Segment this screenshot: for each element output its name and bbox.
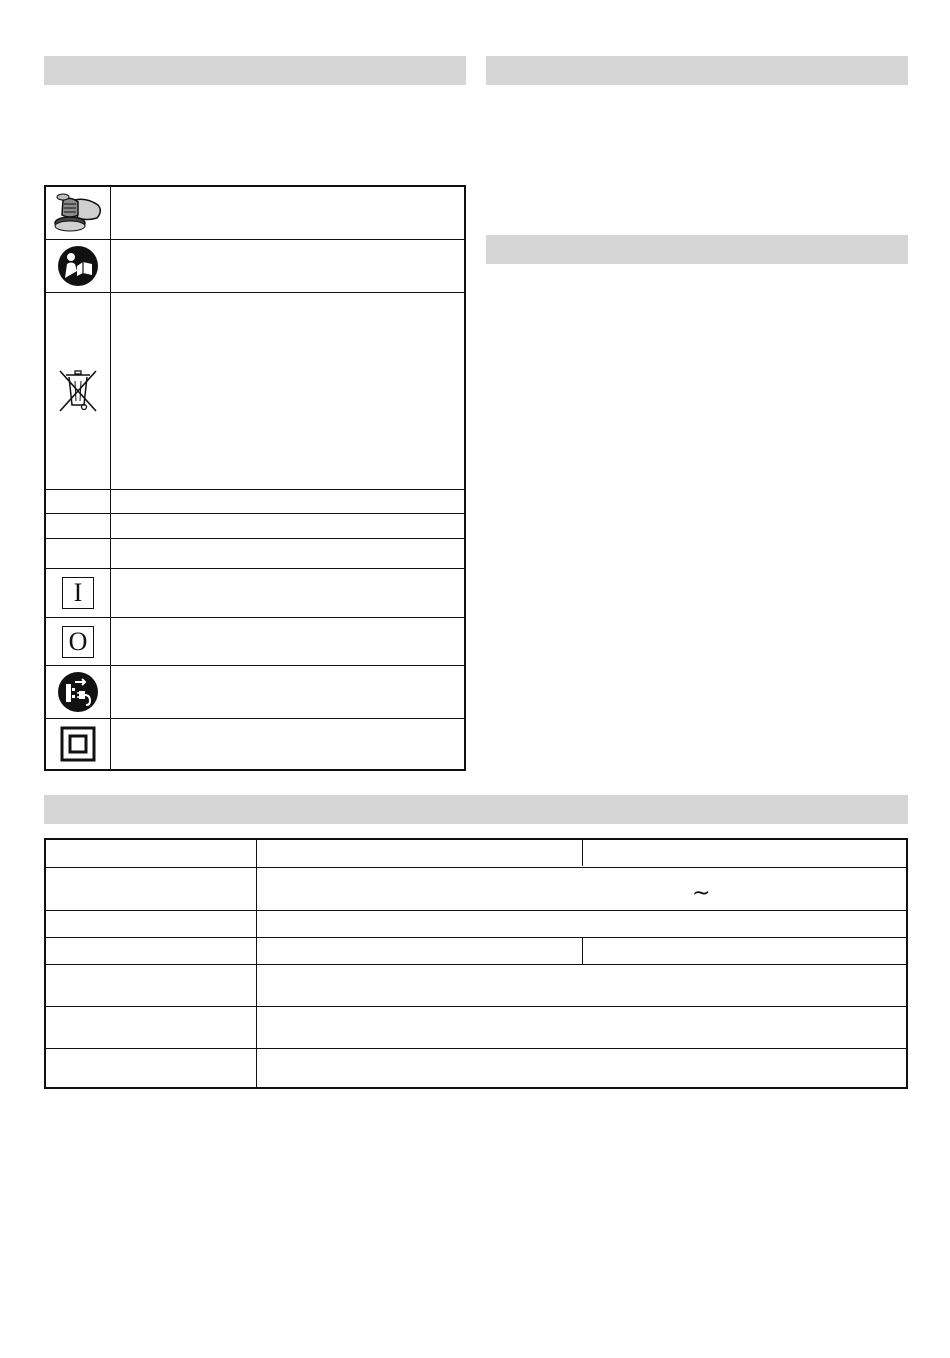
table-row bbox=[46, 1006, 906, 1048]
symbol-row bbox=[46, 665, 464, 718]
table-row bbox=[46, 840, 906, 867]
symbol-cell bbox=[46, 539, 110, 568]
switch-off-icon: O bbox=[62, 626, 94, 658]
unplug-icon bbox=[46, 666, 110, 718]
crossed-bin-icon bbox=[46, 293, 110, 489]
symbol-row bbox=[46, 538, 464, 568]
double-insulation-icon bbox=[46, 719, 110, 769]
section-heading-technical bbox=[44, 795, 908, 824]
section-heading-left-top bbox=[44, 56, 466, 85]
symbol-row bbox=[46, 718, 464, 769]
table-row bbox=[46, 1048, 906, 1087]
table-row bbox=[46, 964, 906, 1006]
switch-on-icon: I bbox=[62, 577, 94, 609]
symbol-cell bbox=[46, 490, 110, 513]
technical-data-table bbox=[44, 838, 908, 1089]
section-heading-right-top bbox=[486, 56, 908, 85]
symbol-row bbox=[46, 187, 464, 239]
symbol-row bbox=[46, 513, 464, 538]
symbol-row bbox=[46, 617, 464, 665]
symbol-row bbox=[46, 489, 464, 513]
table-row bbox=[46, 910, 906, 937]
read-manual-icon bbox=[46, 240, 110, 292]
alternating-current-symbol: ~ bbox=[692, 881, 711, 906]
section-heading-right-middle bbox=[486, 235, 908, 264]
symbol-cell bbox=[46, 514, 110, 538]
symbols-table bbox=[44, 185, 466, 771]
table-row bbox=[46, 937, 906, 964]
table-row bbox=[46, 867, 906, 910]
sander-icon bbox=[46, 187, 110, 239]
symbol-row bbox=[46, 292, 464, 489]
symbol-row bbox=[46, 568, 464, 617]
symbol-row bbox=[46, 239, 464, 292]
